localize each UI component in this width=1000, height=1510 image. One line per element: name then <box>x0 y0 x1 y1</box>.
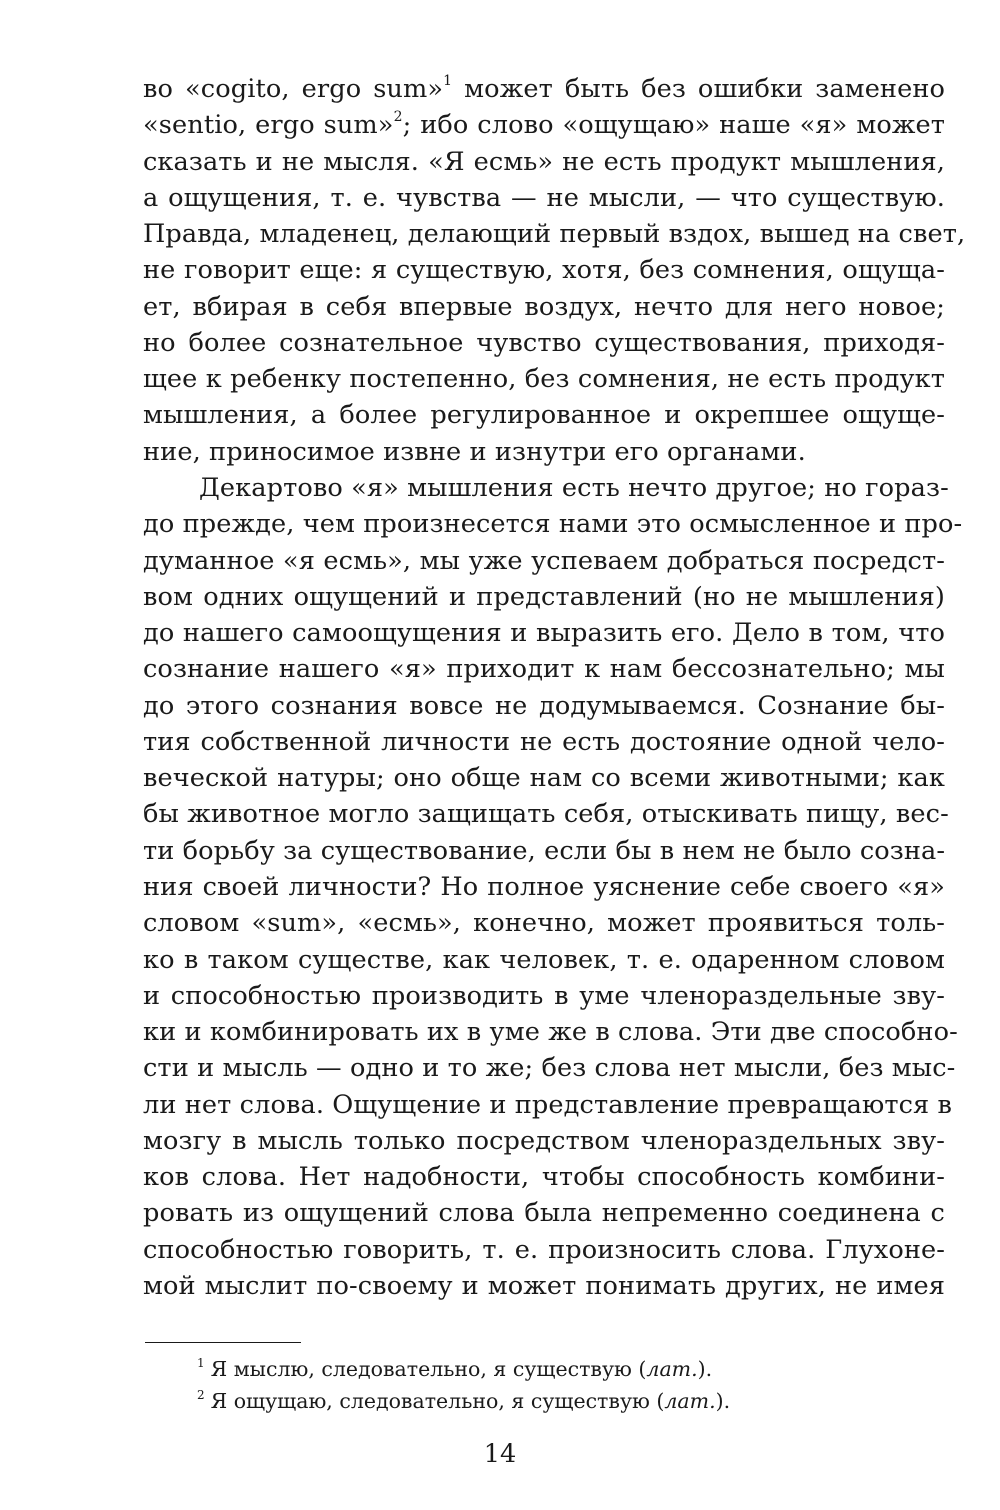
footnote-text: Я мыслю, следовательно, я существую ( <box>210 1357 647 1381</box>
text-line: до прежде, чем произнесется нами это осмысленное и про- <box>143 509 963 539</box>
text-line: до нашего самоощущения и выразить его. Дело в том, что <box>143 618 945 648</box>
footnote-ref-2: 2 <box>393 109 403 126</box>
text-line: до этого сознания вовсе не додумываемся. Сознание бы- <box>143 691 945 721</box>
text-line: сти и мысль — одно и то же; без слова нет мысли, без мыс- <box>143 1053 956 1083</box>
text-line: способностью говорить, т. е. произносить слова. Глухоне- <box>143 1235 945 1265</box>
text-line: вом одних ощущений и представлений (но не мышления) <box>143 582 945 612</box>
text-line: ки и комбинировать их в уме же в слова. Эти две способно- <box>143 1017 958 1047</box>
footnote-language: лат. <box>646 1357 698 1381</box>
text-line: ровать из ощущений слова была непременно соединена с <box>143 1198 945 1228</box>
footnote-2 <box>197 1386 730 1416</box>
footnote-ref-1: 1 <box>443 73 453 90</box>
text-line: «sentio, ergo sum»$^2$; ибо слово «ощущаю» наше «я» может <box>143 109 945 140</box>
text-line: мозгу в мысль только посредством членораздельных зву- <box>143 1126 945 1156</box>
text-line: ти борьбу за существование, если бы в нем не было созна- <box>143 836 946 866</box>
text-line: ет, вбирая в себя впервые воздух, нечто для него новое; <box>143 292 945 322</box>
text-line: ние, приносимое извне и изнутри его органами. <box>143 437 806 467</box>
text-line: Декартово «я» мышления есть нечто другое; но гораз- <box>199 473 949 503</box>
text-line: не говорит еще: я существую, хотя, без сомнения, ощуща- <box>143 255 945 285</box>
text-line: щее к ребенку постепенно, без сомнения, не есть продукт <box>143 364 945 394</box>
text-line: во «cogito, ergo sum»$^1$ может быть без ошибки заменено <box>143 73 946 104</box>
text-line: сказать и не мысля. «Я есмь» не есть продукт мышления, <box>143 147 945 177</box>
text-line: но более сознательное чувство существования, приходя- <box>143 328 945 358</box>
text-line: мышления, а более регулированное и окрепшее ощуще- <box>143 400 945 430</box>
page-number: 14 <box>483 1439 517 1469</box>
footnote-language: лат. <box>664 1389 716 1413</box>
text-line: Правда, младенец, делающий первый вздох, вышед на свет, <box>143 219 966 249</box>
text-line: словом «sum», «есмь», конечно, может проявиться толь- <box>143 908 945 938</box>
text-line: ния своей личности? Но полное уяснение себе своего «я» <box>143 872 945 902</box>
footnote-end: ). <box>715 1389 731 1413</box>
footnote-mark: 2 <box>197 1388 205 1403</box>
footnote-mark: 1 <box>197 1356 205 1371</box>
text-line: мой мыслит по-своему и может понимать других, не имея <box>143 1271 945 1301</box>
text-line: тия собственной личности не есть достояние одной чело- <box>143 727 945 757</box>
footnote-separator <box>145 1342 301 1343</box>
text-line: думанное «я есмь», мы уже успеваем добраться посредст- <box>143 546 945 576</box>
footnote-text: Я ощущаю, следовательно, я существую ( <box>210 1389 665 1413</box>
text-line: сознание нашего «я» приходит к нам бессознательно; мы <box>143 654 945 684</box>
text-line: ков слова. Нет надобности, чтобы способность комбини- <box>143 1162 945 1192</box>
text-line: а ощущения, т. е. чувства — не мысли, — что существую. <box>143 183 945 213</box>
text-line: бы животное могло защищать себя, отыскивать пищу, вес- <box>143 799 949 829</box>
footnote-end: ). <box>697 1357 713 1381</box>
text-line: ко в таком существе, как человек, т. е. одаренном словом <box>143 945 945 975</box>
footnote-1 <box>197 1354 712 1384</box>
text-line: и способностью производить в уме членораздельные зву- <box>143 981 945 1011</box>
text-line: ли нет слова. Ощущение и представление превращаются в <box>143 1090 953 1120</box>
text-line: веческой натуры; оно обще нам со всеми животными; как <box>143 763 945 793</box>
